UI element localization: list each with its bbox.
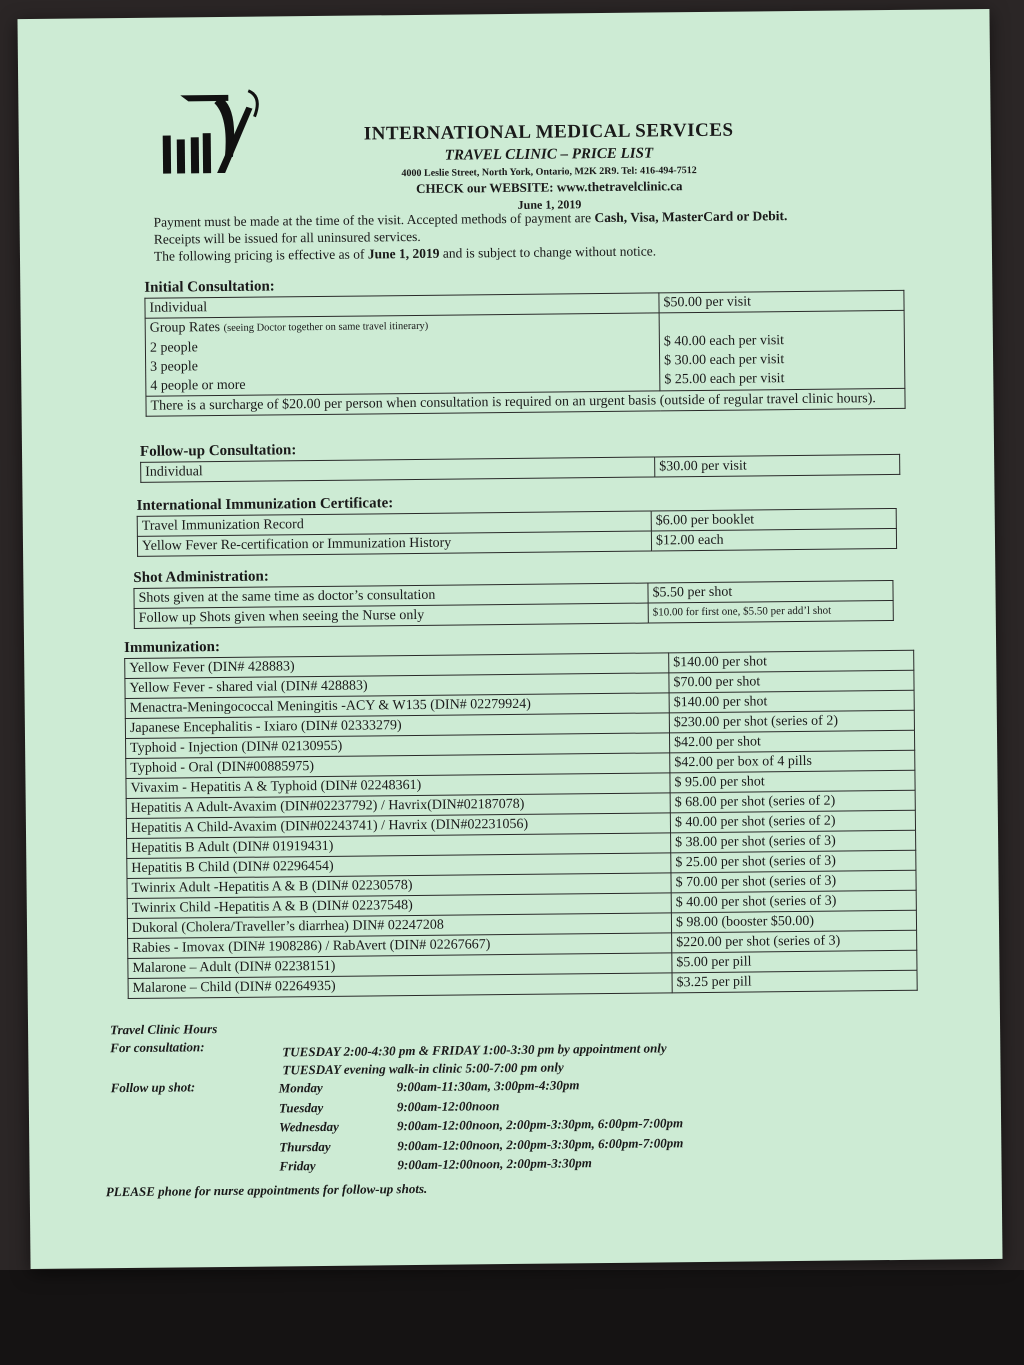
price-cell: $5.00 per pill bbox=[672, 950, 917, 973]
consultation-label: For consultation: bbox=[110, 1039, 205, 1056]
group-4-price: $ 25.00 each per visit bbox=[664, 371, 785, 388]
price-cell: $ 40.00 per shot (series of 2) bbox=[670, 810, 915, 833]
document-header bbox=[289, 119, 810, 215]
price-list-sheet bbox=[17, 9, 1002, 1269]
group-note-text: (seeing Doctor together on same travel itinerary) bbox=[223, 320, 429, 334]
consultation-hours-line-1: TUESDAY 2:00-4:30 pm & FRIDAY 1:00-3:30 pm by appointment only bbox=[282, 1040, 667, 1060]
receipts-note: Receipts will be issued for all uninsured services. bbox=[153, 228, 421, 247]
shot-administration-section bbox=[133, 562, 894, 629]
vaccine-name-cell: Menactra-Meningococcal Meningitis -ACY & W135 (DIN# 02279924) bbox=[125, 693, 669, 719]
price-cell: $30.00 per visit bbox=[655, 454, 900, 477]
pricing-text: The following pricing is effective as of bbox=[153, 246, 368, 264]
price-cell: $70.00 per shot bbox=[669, 670, 914, 693]
clinic-hours bbox=[105, 1014, 870, 1200]
vaccine-name-cell: Vivaxim - Hepatitis A & Typhoid (DIN# 02248361) bbox=[126, 773, 670, 799]
initial-consultation-section bbox=[144, 272, 905, 417]
day-name: Friday bbox=[279, 1158, 316, 1174]
vaccine-name-cell: Malarone – Child (DIN# 02264935) bbox=[128, 973, 672, 999]
phone-note: PLEASE phone for nurse appointments for follow-up shots. bbox=[105, 1180, 428, 1200]
price-cell: $3.25 per pill bbox=[672, 970, 917, 993]
price-cell: $220.00 per shot (series of 3) bbox=[672, 930, 917, 953]
pricing-suffix: and is subject to change without notice. bbox=[439, 243, 657, 261]
organization-name: INTERNATIONAL MEDICAL SERVICES bbox=[363, 119, 734, 145]
vaccine-name-cell: Dukoral (Cholera/Traveller’s diarrhea) DIN# 02247208 bbox=[127, 913, 671, 939]
price-cell: $50.00 per visit bbox=[659, 290, 904, 313]
certificate-table bbox=[137, 508, 897, 557]
group-3-label: 3 people bbox=[150, 359, 199, 375]
initial-consultation-table bbox=[144, 290, 905, 417]
price-cell: $230.00 per shot (series of 2) bbox=[669, 710, 914, 733]
hours-title: Travel Clinic Hours bbox=[109, 1021, 218, 1038]
price-cell: $12.00 each bbox=[651, 528, 896, 551]
table-cell: Shots given at the same time as doctor’s consultation bbox=[134, 583, 648, 608]
price-cell: $140.00 per shot bbox=[669, 650, 914, 673]
price-cell: $ 95.00 per shot bbox=[670, 770, 915, 793]
vaccine-name-cell: Rabies - Imovax (DIN# 1908286) / RabAvert (DIN# 02267667) bbox=[128, 933, 672, 959]
clinic-logo-icon bbox=[158, 87, 269, 178]
document-subtitle: TRAVEL CLINIC – PRICE LIST bbox=[444, 145, 654, 164]
followup-shot-label: Follow up shot: bbox=[110, 1079, 196, 1096]
immunization-table bbox=[124, 650, 918, 999]
day-hours: 9:00am-12:00noon, 2:00pm-3:30pm, 6:00pm-7:00pm bbox=[397, 1115, 684, 1134]
vaccine-name-cell: Malarone – Adult (DIN# 02238151) bbox=[128, 953, 672, 979]
group-4-label: 4 people or more bbox=[150, 377, 246, 394]
day-name: Wednesday bbox=[279, 1118, 339, 1135]
consultation-hours-line-2: TUESDAY evening walk-in clinic 5:00-7:00 pm only bbox=[282, 1059, 564, 1078]
section-title: Shot Administration: bbox=[133, 568, 269, 586]
group-rates-cell bbox=[145, 313, 660, 396]
payment-notes bbox=[154, 206, 914, 265]
vaccine-name-cell: Hepatitis B Adult (DIN# 01919431) bbox=[127, 833, 671, 859]
vaccine-name-cell: Japanese Encephalitis - Ixiaro (DIN# 02333279) bbox=[125, 713, 669, 739]
table-cell: Follow up Shots given when seeing the Nurse only bbox=[134, 603, 648, 628]
section-title: Initial Consultation: bbox=[144, 278, 275, 296]
followup-consultation-section bbox=[140, 436, 900, 483]
price-cell: $6.00 per booklet bbox=[651, 508, 896, 531]
price-cell: $5.50 per shot bbox=[648, 580, 893, 603]
section-title: Immunization: bbox=[123, 639, 220, 657]
vaccine-name-cell: Typhoid - Oral (DIN#00885975) bbox=[126, 753, 670, 779]
day-hours: 9:00am-12:00noon, 2:00pm-3:30pm, 6:00pm-7:00pm bbox=[397, 1134, 684, 1153]
table-cell: Individual bbox=[141, 457, 655, 482]
shot-administration-table bbox=[133, 580, 893, 629]
table-row bbox=[145, 310, 905, 396]
payment-methods: Cash, Visa, MasterCard or Debit. bbox=[594, 208, 788, 226]
price-cell: $ 25.00 per shot (series of 3) bbox=[671, 850, 916, 873]
table-cell: Individual bbox=[145, 293, 659, 318]
document-date: June 1, 2019 bbox=[517, 197, 582, 212]
vaccine-name-cell: Hepatitis A Adult-Avaxim (DIN#02237792) / Havrix(DIN#02187078) bbox=[126, 793, 670, 819]
vaccine-name-cell: Twinrix Adult -Hepatitis A & B (DIN# 02230578) bbox=[127, 873, 671, 899]
price-cell: $42.00 per box of 4 pills bbox=[670, 750, 915, 773]
day-name: Monday bbox=[278, 1079, 323, 1096]
price-cell: $ 40.00 per shot (series of 3) bbox=[671, 890, 916, 913]
group-3-price: $ 30.00 each per visit bbox=[664, 352, 785, 369]
vaccine-name-cell: Typhoid - Injection (DIN# 02130955) bbox=[126, 733, 670, 759]
price-cell: $ 68.00 per shot (series of 2) bbox=[670, 790, 915, 813]
followup-days-list bbox=[279, 1074, 880, 1178]
surcharge-cell: There is a surcharge of $20.00 per person when consultation is required on an urgent basis (outside of regular travel clinic hours). bbox=[146, 388, 905, 416]
price-cell: $ 98.00 (booster $50.00) bbox=[671, 910, 916, 933]
group-2-label: 2 people bbox=[149, 340, 198, 356]
vaccine-name-cell: Yellow Fever - shared vial (DIN# 428883) bbox=[125, 673, 669, 699]
section-title: International Immunization Certificate: bbox=[136, 495, 394, 514]
group-label-text: Group Rates bbox=[149, 320, 221, 336]
group-2-price: $ 40.00 each per visit bbox=[663, 333, 785, 350]
price-cell: $140.00 per shot bbox=[669, 690, 914, 713]
vaccine-name-cell: Yellow Fever (DIN# 428883) bbox=[125, 653, 669, 679]
group-prices-cell bbox=[659, 310, 905, 391]
price-cell: $ 70.00 per shot (series of 3) bbox=[671, 870, 916, 893]
table-cell: Yellow Fever Re-certification or Immunization History bbox=[137, 531, 651, 556]
day-name: Thursday bbox=[279, 1138, 331, 1154]
immunization-section bbox=[124, 632, 918, 999]
price-cell: $10.00 for first one, $5.50 per add’l shot bbox=[648, 600, 893, 623]
background-surface bbox=[0, 1270, 1024, 1365]
price-cell: $ 38.00 per shot (series of 3) bbox=[671, 830, 916, 853]
pricing-date: June 1, 2019 bbox=[367, 245, 440, 262]
certificate-section bbox=[137, 490, 898, 557]
section-title: Follow-up Consultation: bbox=[139, 442, 297, 460]
payment-text: Payment must be made at the time of the visit. Accepted methods of payment are bbox=[153, 210, 595, 230]
website-line: CHECK our WEBSITE: www.thetravelclinic.ca bbox=[415, 178, 683, 196]
day-hours: 9:00am-12:00noon bbox=[396, 1097, 500, 1114]
table-cell: Travel Immunization Record bbox=[137, 511, 651, 536]
vaccine-name-cell: Hepatitis A Child-Avaxim (DIN#02243741) / Havrix (DIN#02231056) bbox=[126, 813, 670, 839]
vaccine-name-cell: Hepatitis B Child (DIN# 02296454) bbox=[127, 853, 671, 879]
vaccine-name-cell: Twinrix Child -Hepatitis A & B (DIN# 02237548) bbox=[127, 893, 671, 919]
day-hours: 9:00am-12:00noon, 2:00pm-3:30pm bbox=[397, 1155, 592, 1173]
price-cell: $42.00 per shot bbox=[669, 730, 914, 753]
clinic-address: 4000 Leslie Street, North York, Ontario, M2K 2R9. Tel: 416-494-7512 bbox=[401, 165, 697, 180]
day-hours: 9:00am-11:30am, 3:00pm-4:30pm bbox=[396, 1077, 580, 1095]
day-name: Tuesday bbox=[278, 1099, 324, 1115]
